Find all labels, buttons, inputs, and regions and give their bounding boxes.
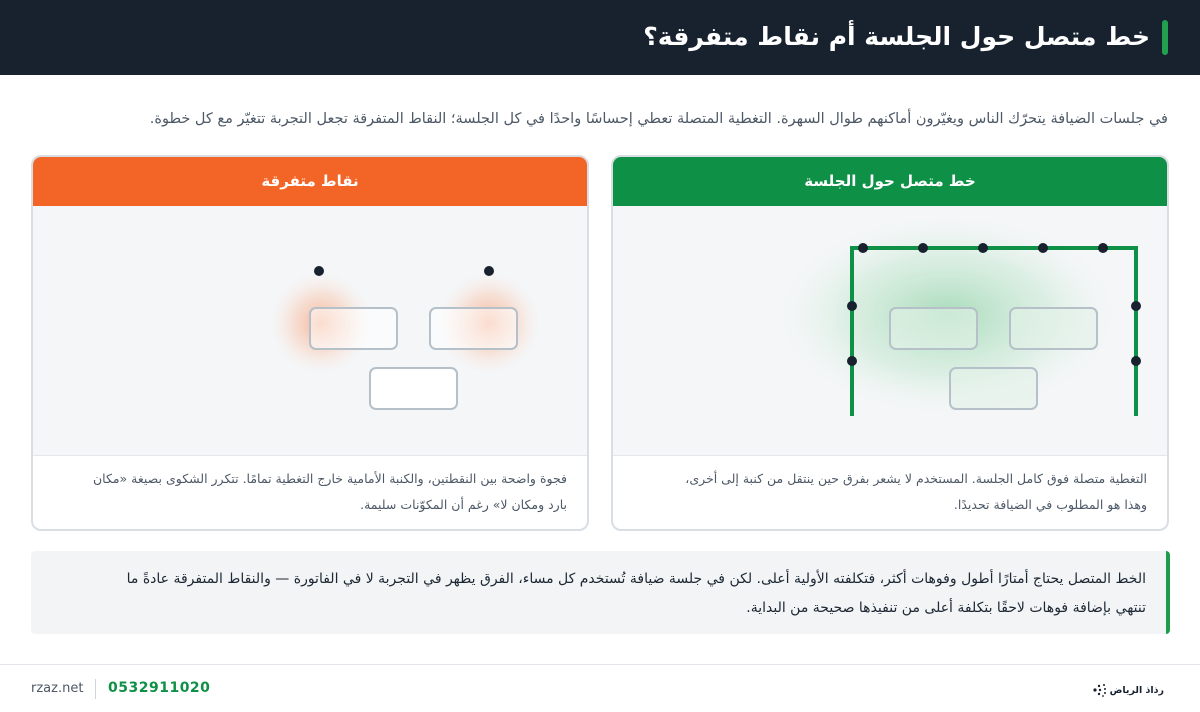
sofa-left: [310, 308, 397, 349]
nozzle: [847, 301, 857, 311]
scattered-desc-line: بارد ومكان لا» رغم أن المكوّنات سليمة.: [360, 497, 567, 512]
sofa-front: [370, 368, 457, 409]
nozzle: [1038, 243, 1048, 253]
nozzle: [847, 356, 857, 366]
nozzle: [484, 266, 494, 276]
scattered-card-title: نقاط متفرقة: [33, 157, 587, 206]
page-title: خط متصل حول الجلسة أم نقاط متفرقة؟: [643, 22, 1150, 51]
sofa-front: [950, 368, 1037, 409]
footer-divider: [95, 679, 96, 699]
phone-number[interactable]: 0532911020: [108, 680, 211, 696]
sofa-right: [1010, 308, 1097, 349]
sofa-left: [890, 308, 977, 349]
nozzle: [314, 266, 324, 276]
continuous-coverage-diagram: [613, 206, 1167, 455]
page-header: [0, 0, 1200, 75]
mist-spray-icon: [1093, 683, 1107, 697]
continuous-line-card: [611, 155, 1169, 531]
continuous-card-description: [613, 455, 1167, 529]
cost-note: [31, 551, 1170, 634]
header-accent-bar: [1162, 20, 1168, 55]
scattered-diagram-area: [33, 206, 587, 455]
nozzle: [1098, 243, 1108, 253]
sofa-right: [430, 308, 517, 349]
intro-text: في جلسات الضيافة يتحرّك الناس ويغيّرون أماكنهم طوال السهرة. التغطية المتصلة تعطي إحساسًا واحدًا في كل الجلسة؛ النقاط المتفرقة تجعل التجربة تتغيّر مع كل خطوة.: [149, 111, 1168, 127]
nozzle: [1131, 301, 1141, 311]
website-link[interactable]: rzaz.net: [31, 681, 84, 696]
note-line: تنتهي بإضافة فوهات لاحقًا بتكلفة أعلى من تنفيذها صحيحة من البداية.: [746, 600, 1146, 616]
scattered-points-card: [31, 155, 589, 531]
continuous-desc-line: وهذا هو المطلوب في الضيافة تحديدًا.: [953, 497, 1147, 512]
page-footer: [0, 664, 1200, 712]
nozzle: [1131, 356, 1141, 366]
scattered-desc-line: فجوة واضحة بين النقطتين، والكنبة الأمامية خارج التغطية تمامًا. تتكرر الشكوى بصيغة «مكان: [92, 471, 567, 486]
scattered-card-description: [33, 455, 587, 529]
brand-logo: [1093, 680, 1164, 700]
continuous-desc-line: التغطية متصلة فوق كامل الجلسة. المستخدم لا يشعر بفرق حين ينتقل من كنبة إلى أخرى،: [685, 471, 1147, 486]
note-line: الخط المتصل يحتاج أمتارًا أطول وفوهات أكثر، فتكلفته الأولية أعلى. لكن في جلسة ضيافة تُستخدم كل مساء، الفرق يظهر في التجربة لا في الفاتورة — والنقاط المتفرقة عادةً ما: [126, 571, 1146, 587]
continuous-diagram-area: [613, 206, 1167, 455]
scattered-coverage-diagram: [33, 206, 587, 455]
nozzle: [918, 243, 928, 253]
nozzle: [978, 243, 988, 253]
continuous-card-title: خط متصل حول الجلسة: [613, 157, 1167, 206]
nozzle: [858, 243, 868, 253]
brand-name: رذاذ الرياض: [1109, 684, 1164, 696]
